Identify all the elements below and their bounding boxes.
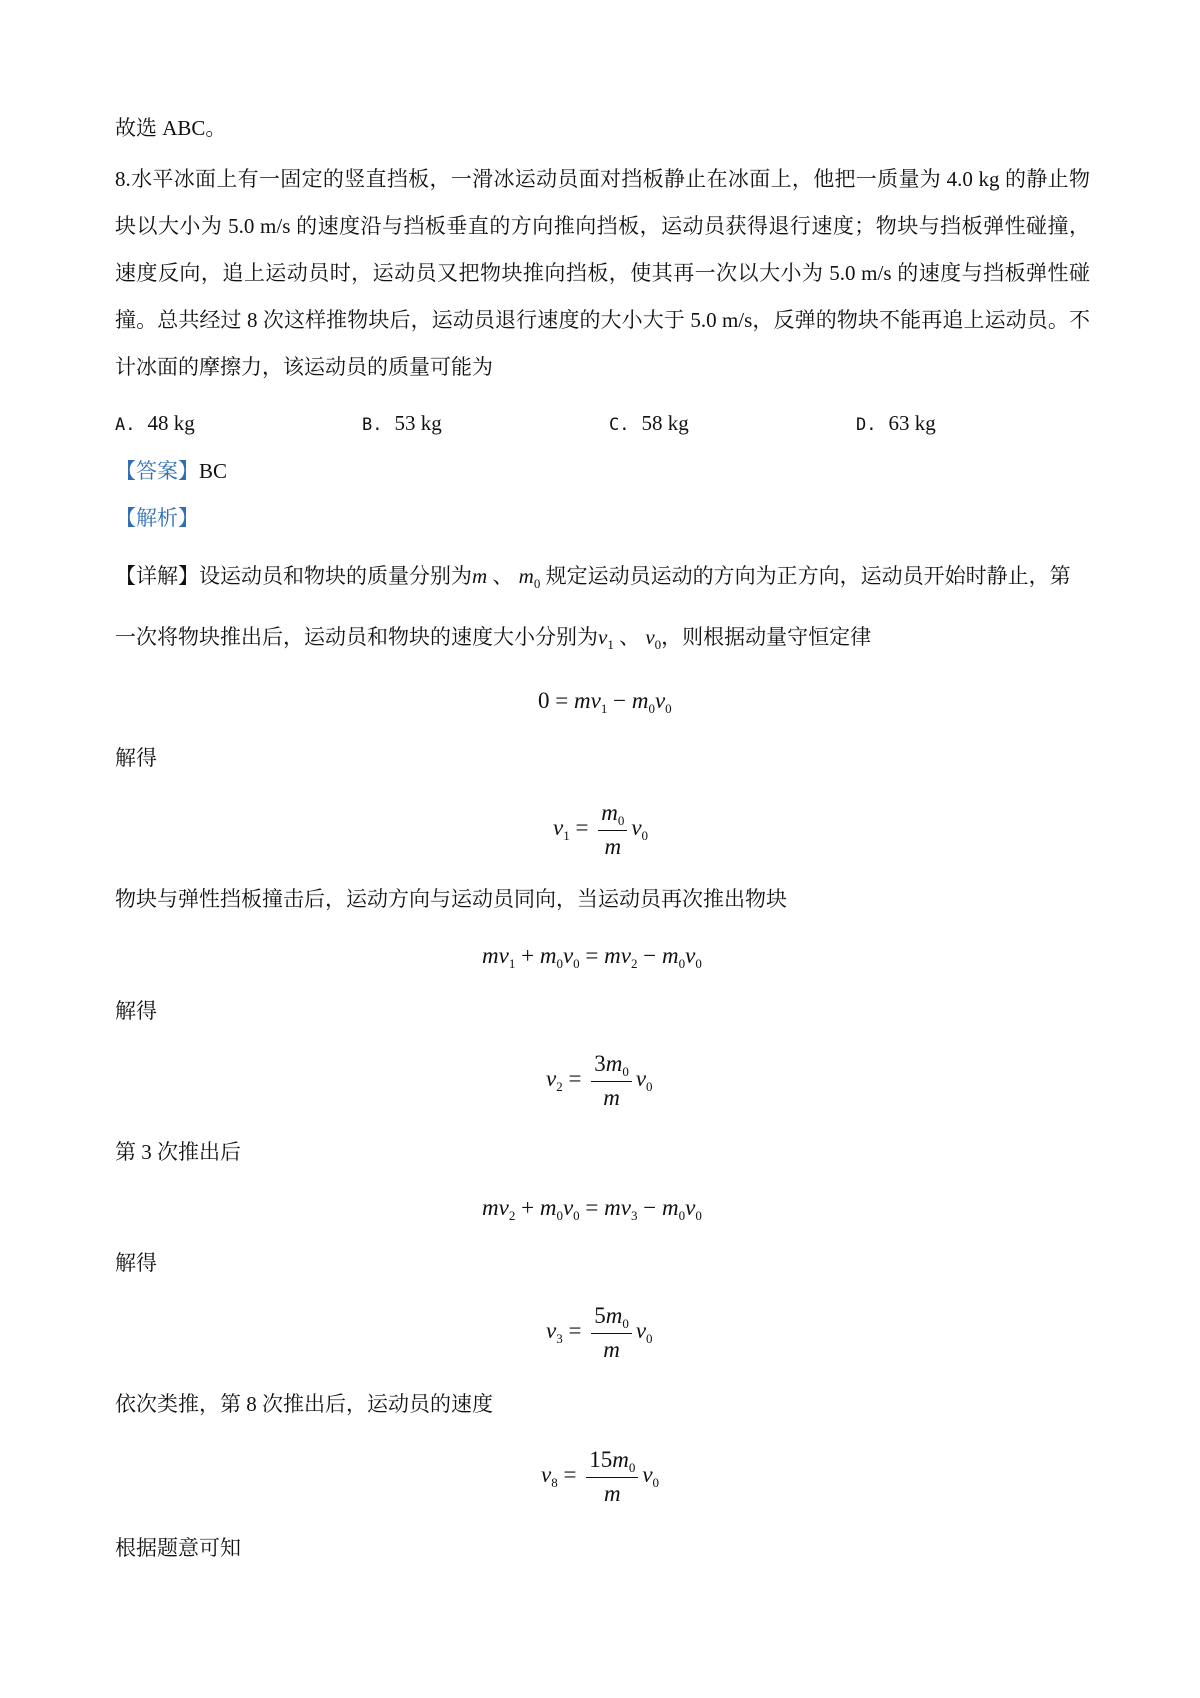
option-text: 63 kg [888, 411, 936, 435]
equation-v1: $v_1$ = $\frac{m_0}{m}$ $v_0$ [553, 800, 649, 859]
equation-v2: $v_2$ = $\frac{3m_0}{m}$ $v_0$ [546, 1051, 653, 1110]
option-d [856, 408, 936, 440]
conclusion-text: 根据题意可知 [115, 1536, 241, 1560]
previous-answer-conclusion: 故选 ABC。 [115, 116, 227, 140]
option-letter: B. [362, 415, 383, 435]
answer-tag: 【答案】 [115, 459, 199, 483]
solve-label-1: 解得 [115, 746, 157, 770]
option-a [115, 408, 195, 440]
equation-v8: $v_8$ = $\frac{15m_0}{m}$ $v_0$ [541, 1447, 660, 1506]
detail-line-2: 一次将物块推出后，运动员和物块的速度大小分别为$v_1$ 、 $v_0$，则根据动量守恒定律 [115, 625, 872, 652]
option-letter: C. [609, 415, 630, 435]
equation-momentum-3: $mv_2 + m_0v_0 = mv_3 - m_0v_0$ [482, 1195, 702, 1223]
solve-label-2: 解得 [115, 999, 157, 1023]
equation-v3: $v_3$ = $\frac{5m_0}{m}$ $v_0$ [546, 1303, 653, 1362]
detail-tag: 【详解】 [115, 564, 199, 588]
option-letter: A. [115, 415, 136, 435]
analysis-tag: 【解析】 [115, 506, 199, 530]
equation-momentum-1: $0 = mv_1 - m_0v_0$ [538, 688, 672, 716]
analysis-line [115, 503, 199, 533]
solve-label-3: 解得 [115, 1251, 157, 1275]
answer-value: BC [199, 459, 228, 483]
option-c [609, 408, 689, 440]
question-text: 8.水平冰面上有一固定的竖直挡板，一滑冰运动员面对挡板静止在冰面上，他把一质量为 4.0 kg 的静止物块以大小为 5.0 m/s 的速度沿与挡板垂直的方向推向挡板，运动员获得退行速度；物块与挡板弹性碰撞，速度反向，追上运动员时，运动员又把物块推向挡板，使其再一次以大小为 5.0 m/s 的速度与挡板弹性碰撞。总共经过 8 次这样推物块后，运动员退行速度的大小大于 5.0 m/s，反弹的物块不能再追上运动员。不计冰面的摩擦力，该运动员的质量可能为 [115, 167, 1090, 379]
option-text: 48 kg [147, 411, 195, 435]
option-b [362, 408, 442, 440]
option-letter: D. [856, 415, 877, 435]
option-text: 58 kg [641, 411, 689, 435]
answer-line [115, 456, 227, 486]
by-analogy-text: 依次类推，第 8 次推出后，运动员的速度 [115, 1392, 493, 1416]
third-push-text: 第 3 次推出后 [115, 1140, 241, 1164]
option-text: 53 kg [394, 411, 442, 435]
detail-line-1: 【详解】设运动员和物块的质量分别为m 、 $m_0$ 规定运动员运动的方向为正方向，运动员开始时静止，第 [115, 564, 1071, 591]
equation-momentum-2: $mv_1 + m_0v_0 = mv_2 - m_0v_0$ [482, 943, 702, 971]
after-bounce-text: 物块与弹性挡板撞击后，运动方向与运动员同向，当运动员再次推出物块 [115, 887, 787, 911]
